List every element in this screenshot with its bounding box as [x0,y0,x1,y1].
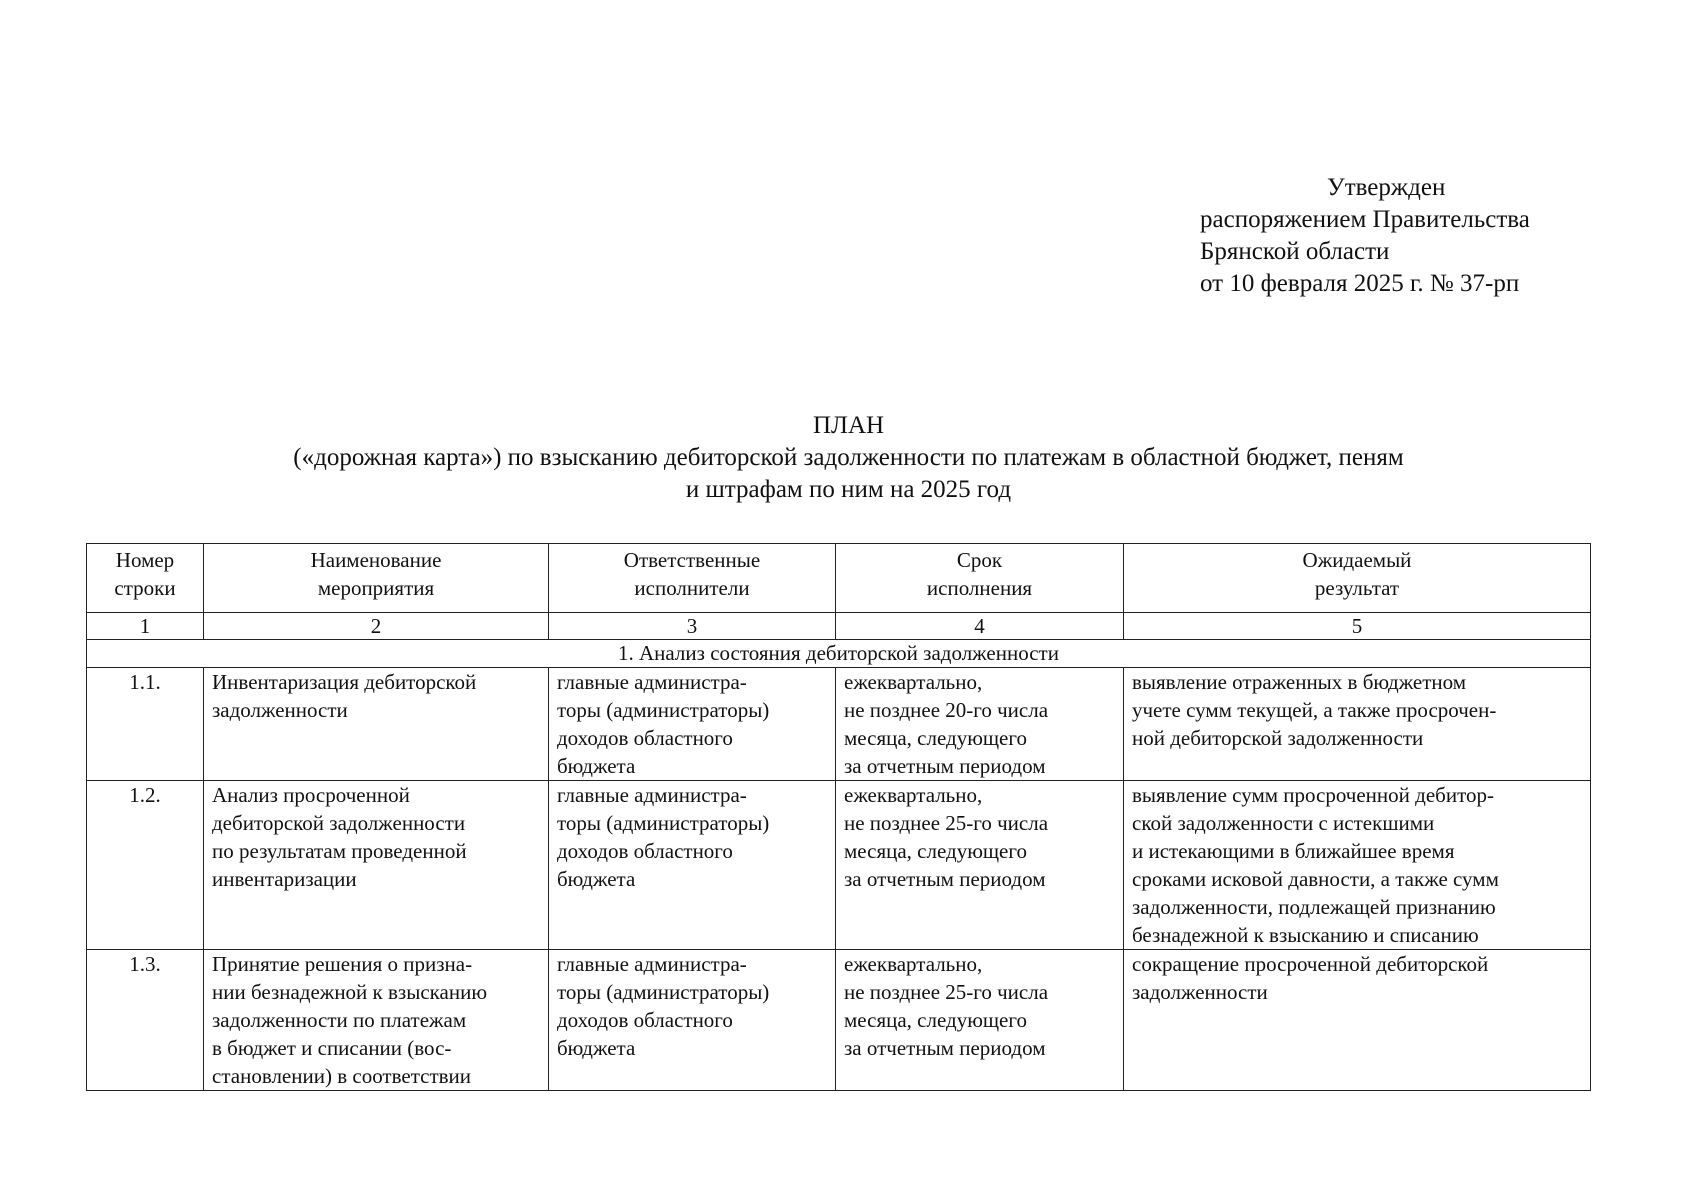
section-row [87,640,1591,668]
document-title [0,410,1697,506]
table-header-row [87,544,1591,613]
responsible-party: главные администра- торы (администраторы) доходов областного бюджета [549,668,836,781]
table-row [87,781,1591,950]
column-number: 5 [1124,613,1591,640]
row-number: 1.3. [87,950,204,1091]
responsible-party: главные администра- торы (администраторы) доходов областного бюджета [549,781,836,950]
column-number: 2 [204,613,549,640]
responsible-party: главные администра- торы (администраторы) доходов областного бюджета [549,950,836,1091]
title-subtitle-line1: («дорожная карта») по взысканию дебиторской задолженности по платежам в областной бюджет, пеням [293,444,1404,471]
row-number: 1.2. [87,781,204,950]
approval-line-order: распоряжением Правительства [1200,206,1530,233]
column-number: 3 [549,613,836,640]
expected-result: сокращение просроченной дебиторской задолженности [1124,950,1591,1091]
header-row-number: Номер строки [87,544,204,613]
table-row [87,668,1591,781]
activity-name: Инвентаризация дебиторской задолженности [204,668,549,781]
header-expected-result: Ожидаемый результат [1124,544,1591,613]
header-activity-name: Наименование мероприятия [204,544,549,613]
column-number: 1 [87,613,204,640]
approval-line-region: Брянской области [1200,238,1390,265]
title-subtitle-line2: и штрафам по ним на 2025 год [685,476,1012,503]
approval-line-date: от 10 февраля 2025 г. № 37-рп [1200,270,1520,297]
header-deadline: Срок исполнения [836,544,1124,613]
section-title: 1. Анализ состояния дебиторской задолженности [87,640,1591,668]
column-number: 4 [836,613,1124,640]
title-heading: ПЛАН [812,412,885,439]
expected-result: выявление отраженных в бюджетном учете сумм текущей, а также просрочен- ной дебиторской задолженности [1124,668,1591,781]
deadline: ежеквартально, не позднее 25-го числа месяца, следующего за отчетным периодом [836,781,1124,950]
deadline: ежеквартально, не позднее 20-го числа месяца, следующего за отчетным периодом [836,668,1124,781]
plan-table [86,543,1591,1091]
table-row [87,950,1591,1091]
deadline: ежеквартально, не позднее 25-го числа месяца, следующего за отчетным периодом [836,950,1124,1091]
activity-name: Анализ просроченной дебиторской задолженности по результатам проведенной инвентаризации [204,781,549,950]
approval-line-approved: Утвержден [1327,174,1446,201]
expected-result: выявление сумм просроченной дебитор- ской задолженности с истекшими и истекающими в ближайшее время сроками исковой давности, а также сумм задолженности, подлежащей признанию безнадежной к взысканию и списанию [1124,781,1591,950]
activity-name: Принятие решения о призна- нии безнадежной к взысканию задолженности по платежам в бюджет и списании (вос- становлении) в соответствии [204,950,549,1091]
column-numbers-row [87,613,1591,640]
header-responsible: Ответственные исполнители [549,544,836,613]
row-number: 1.1. [87,668,204,781]
approval-stamp [1200,172,1530,300]
